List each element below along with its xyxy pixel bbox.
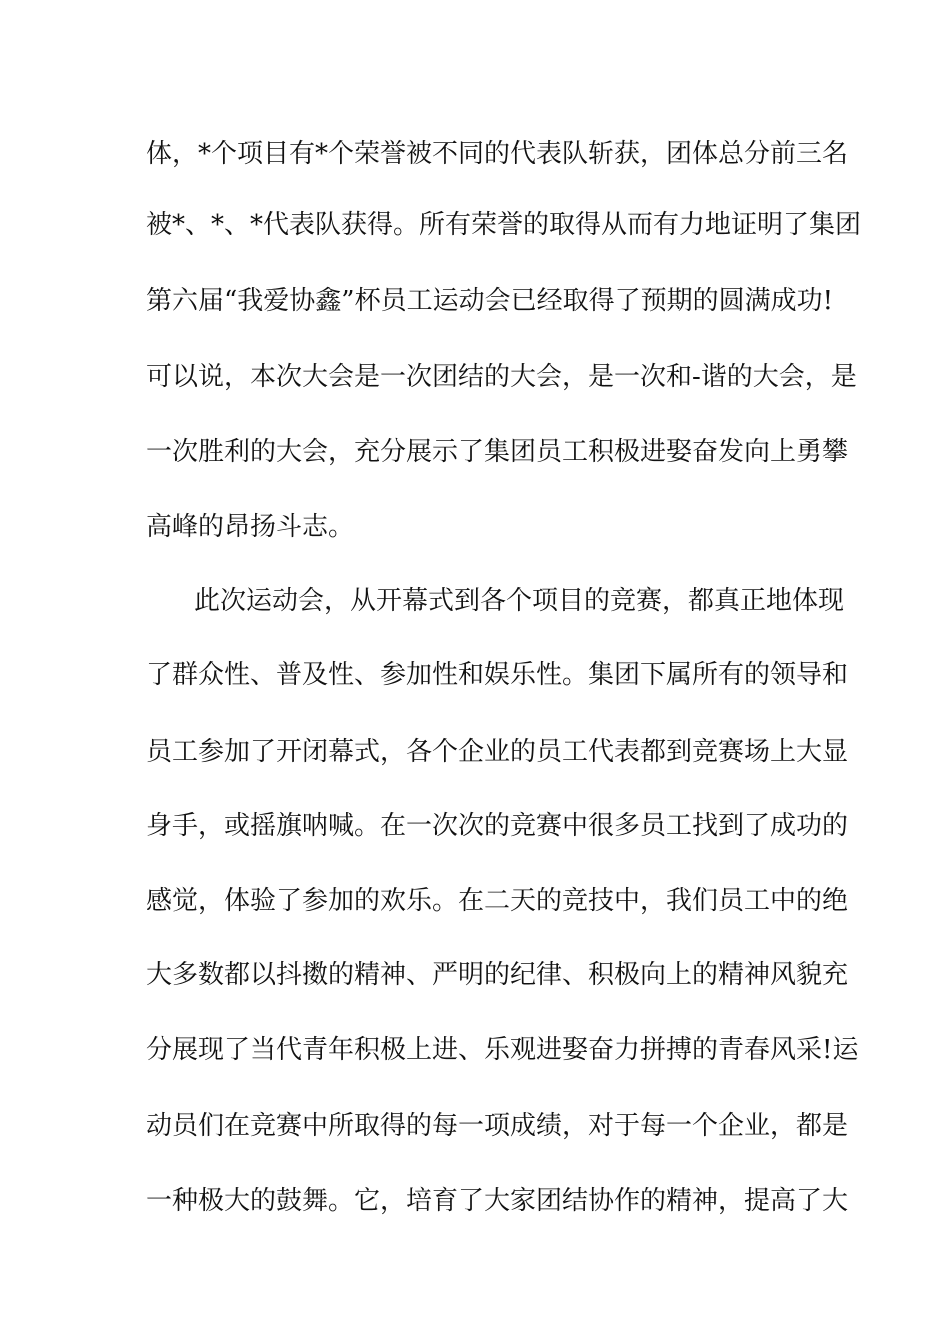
text-line-5: 一次胜利的大会，充分展示了集团员工积极进娶奋发向上勇攀 bbox=[146, 437, 849, 467]
text-line-4: 可以说，本次大会是一次团结的大会，是一次和-谐的大会，是 bbox=[146, 362, 857, 392]
text-line-2: 被*、*、*代表队获得。所有荣誉的取得从而有力地证明了集团 bbox=[146, 210, 862, 240]
text-line-6: 高峰的昂扬斗志。 bbox=[146, 512, 355, 542]
text-line-11: 感觉，体验了参加的欢乐。在二天的竞技中，我们员工中的绝 bbox=[146, 886, 849, 916]
text-line-1: 体，*个项目有*个荣誉被不同的代表队斩获，团体总分前三名 bbox=[146, 139, 849, 169]
text-line-7: 此次运动会，从开幕式到各个项目的竞赛，都真正地体现 bbox=[194, 586, 845, 616]
text-line-10: 身手，或摇旗呐喊。在一次次的竞赛中很多员工找到了成功的 bbox=[146, 811, 849, 841]
text-line-12: 大多数都以抖擞的精神、严明的纪律、积极向上的精神风貌充 bbox=[146, 960, 849, 990]
text-line-8: 了群众性、普及性、参加性和娱乐性。集团下属所有的领导和 bbox=[146, 660, 849, 690]
text-line-14: 动员们在竞赛中所取得的每一项成绩，对于每一个企业，都是 bbox=[146, 1111, 849, 1141]
text-line-15: 一种极大的鼓舞。它，培育了大家团结协作的精神，提高了大 bbox=[146, 1186, 849, 1216]
text-line-9: 员工参加了开闭幕式，各个企业的员工代表都到竞赛场上大显 bbox=[146, 737, 849, 767]
text-line-13: 分展现了当代青年积极上进、乐观进娶奋力拼搏的青春风采!运 bbox=[146, 1035, 859, 1065]
text-line-3: 第六届“我爱协鑫”杯员工运动会已经取得了预期的圆满成功! bbox=[146, 286, 834, 316]
